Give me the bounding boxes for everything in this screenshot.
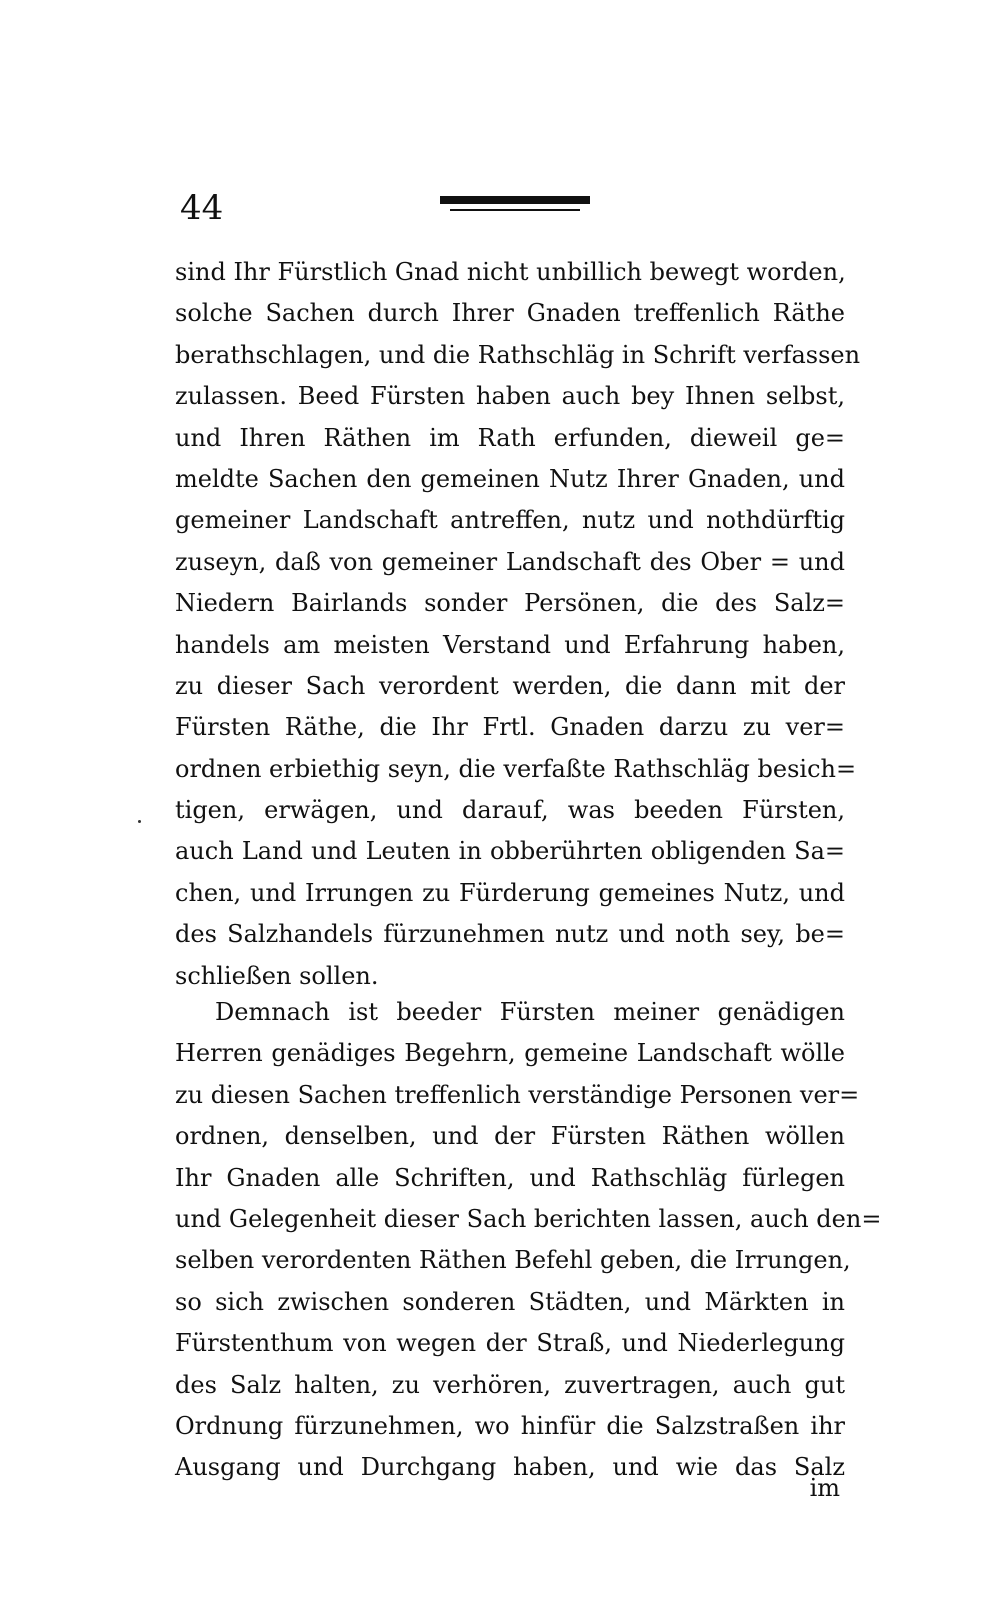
- text-line: Ausgang und Durchgang haben, und wie das Salz: [175, 1453, 845, 1482]
- catchword: im: [809, 1474, 840, 1502]
- text-line: tigen, erwägen, und darauf, was beeden Fürsten,: [175, 796, 845, 825]
- text-line: meldte Sachen den gemeinen Nutz Ihrer Gnaden, und: [175, 464, 845, 493]
- stray-ink-mark: [138, 820, 141, 823]
- text-line: handels am meisten Verstand und Erfahrung haben,: [175, 630, 845, 659]
- text-line: zuseyn, daß von gemeiner Landschaft des Ober = und: [175, 547, 845, 576]
- text-line: Ordnung fürzunehmen, wo hinfür die Salzstraßen ihr: [175, 1411, 845, 1440]
- paragraph-2: [175, 992, 882, 1489]
- text-line: Fürstenthum von wegen der Straß, und Niederlegung: [175, 1329, 845, 1358]
- paragraph-1: [175, 252, 861, 997]
- text-line: zulassen. Beed Fürsten haben auch bey Ihnen selbst,: [175, 382, 845, 411]
- text-line: Fürsten Räthe, die Ihr Frtl. Gnaden darzu zu ver=: [175, 713, 845, 742]
- text-line: Demnach ist beeder Fürsten meiner genädigen: [215, 998, 845, 1026]
- text-line: Herren genädiges Begehrn, gemeine Landschaft wölle: [175, 1039, 845, 1068]
- text-line: Ihr Gnaden alle Schriften, und Rathschläg fürlegen: [175, 1163, 845, 1192]
- text-line: auch Land und Leuten in obberührten obligenden Sa=: [175, 837, 845, 866]
- text-line: sind Ihr Fürstlich Gnad nicht unbillich bewegt worden,: [175, 258, 846, 286]
- text-line: ordnen erbiethig seyn, die verfaßte Rathschläg besich=: [175, 754, 857, 783]
- text-line: so sich zwischen sonderen Städten, und Märkten in: [175, 1287, 845, 1316]
- header-ornament-rule: [440, 196, 590, 216]
- text-line: selben verordenten Räthen Befehl geben, die Irrungen,: [175, 1246, 851, 1275]
- ornament-thin-bar: [450, 209, 580, 211]
- text-line: chen, und Irrungen zu Fürderung gemeines Nutz, und: [175, 878, 845, 907]
- text-line: Niedern Bairlands sonder Persönen, die des Salz=: [175, 589, 845, 618]
- text-line: zu diesen Sachen treffenlich verständige Personen ver=: [175, 1080, 860, 1109]
- text-line: solche Sachen durch Ihrer Gnaden treffenlich Räthe: [175, 299, 845, 328]
- text-line: des Salzhandels fürzunehmen nutz und noth sey, be=: [175, 920, 845, 949]
- ornament-thick-bar: [440, 196, 590, 204]
- text-line: gemeiner Landschaft antreffen, nutz und nothdürftig: [175, 506, 845, 535]
- text-line: und Ihren Räthen im Rath erfunden, dieweil ge=: [175, 423, 845, 452]
- text-line: ordnen, denselben, und der Fürsten Räthen wöllen: [175, 1122, 845, 1151]
- page-number: 44: [180, 188, 224, 228]
- text-line: und Gelegenheit dieser Sach berichten lassen, auch den=: [175, 1204, 882, 1233]
- text-line: des Salz halten, zu verhören, zuvertragen, auch gut: [175, 1370, 845, 1399]
- text-line: berathschlagen, und die Rathschläg in Schrift verfassen: [175, 340, 861, 369]
- text-line: schließen sollen.: [175, 961, 379, 990]
- text-line: zu dieser Sach verordent werden, die dann mit der: [175, 671, 845, 700]
